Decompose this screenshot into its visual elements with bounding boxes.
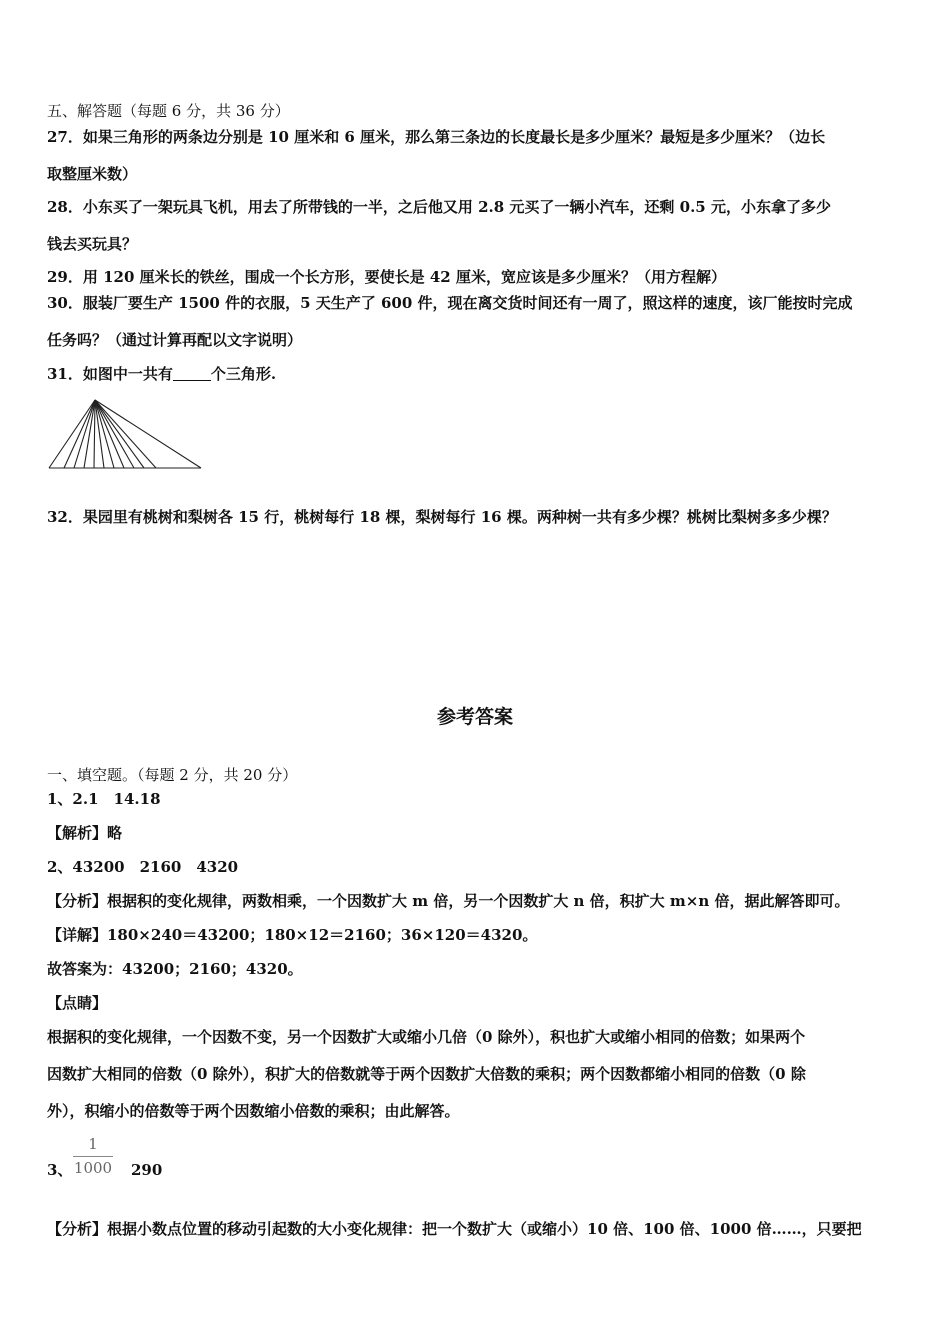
answer-2-result: 故答案为：43200；2160；4320。 [47,960,303,978]
answer-2-dianjing: 【点睛】 [47,994,108,1012]
question-32: 32．果园里有桃树和梨树各 15 行，桃树每行 18 棵，梨树每行 16 棵。两种树一共有多少棵？桃树比梨树多多少棵？ [47,508,837,526]
fraction-denominator: 1000 [73,1159,113,1177]
answer-2: 2、43200 2160 4320 [47,858,239,876]
fan-line [84,400,95,468]
answer-2-paragraph-line2: 因数扩大相同的倍数（0 除外），积扩大的倍数就等于两个因数扩大倍数的乘积；两个因数都缩小相同的倍数（0 除 [47,1065,806,1083]
question-31 [47,364,276,384]
fraction-one-thousandth [73,1134,113,1177]
answer-1: 1、2.1 14.18 [47,790,161,808]
fan-line [74,400,95,468]
question-30-line1: 30．服装厂要生产 1500 件的衣服，5 天生产了 600 件，现在离交货时间还有一周了，照这样的速度，该厂能按时完成 [47,294,853,312]
answer-2-paragraph-line1: 根据积的变化规律，一个因数不变，另一个因数扩大或缩小几倍（0 除外），积也扩大或缩小相同的倍数；如果两个 [47,1028,806,1046]
section-5-heading: 五、解答题（每题 6 分，共 36 分） [47,102,290,120]
answer-blank [173,366,211,381]
question-27-line1: 27．如果三角形的两条边分别是 10 厘米和 6 厘米，那么第三条边的长度最长是多少厘米？最短是多少厘米？（边长 [47,128,826,146]
answers-title: 参考答案 [436,706,513,728]
section-1-heading: 一、填空题。（每题 2 分，共 20 分） [47,766,298,784]
answer-3-label: 3、 [47,1161,73,1179]
fraction-bar [73,1156,113,1157]
triangle-fan-figure [44,396,206,474]
answer-3-value: 290 [131,1161,163,1179]
question-28-line2: 钱去买玩具？ [47,235,138,253]
answer-2-xiangjie: 【详解】180×240＝43200；180×12＝2160；36×120＝4320。 [47,926,538,944]
answer-2-paragraph-line3: 外），积缩小的倍数等于两个因数缩小倍数的乘积；由此解答。 [47,1102,460,1120]
fan-line [64,400,95,468]
fan-line [95,400,134,468]
answer-1-jiexi: 【解析】略 [47,824,123,842]
fan-line [49,400,95,468]
question-31-text-after: 个三角形. [210,365,277,383]
answer-2-fenxi: 【分析】根据积的变化规律，两数相乘，一个因数扩大 m 倍，另一个因数扩大 n 倍，积扩大 m×n 倍，据此解答即可。 [47,892,850,910]
question-30-line2: 任务吗？（通过计算再配以文字说明） [47,331,303,349]
question-31-text-before: 31．如图中一共有 [47,365,173,383]
question-27-line2: 取整厘米数） [47,165,138,183]
fan-line [94,400,95,468]
question-28-line1: 28．小东买了一架玩具飞机，用去了所带钱的一半，之后他又用 2.8 元买了一辆小汽车，还剩 0.5 元，小东拿了多少 [47,198,831,216]
question-29: 29．用 120 厘米长的铁丝，围成一个长方形，要使长是 42 厘米，宽应该是多少厘米？（用方程解） [47,268,726,286]
fraction-numerator: 1 [88,1135,98,1153]
answer-3-fenxi: 【分析】根据小数点位置的移动引起数的大小变化规律：把一个数扩大（或缩小）10 倍、100 倍、1000 倍……，只要把 [47,1220,862,1238]
